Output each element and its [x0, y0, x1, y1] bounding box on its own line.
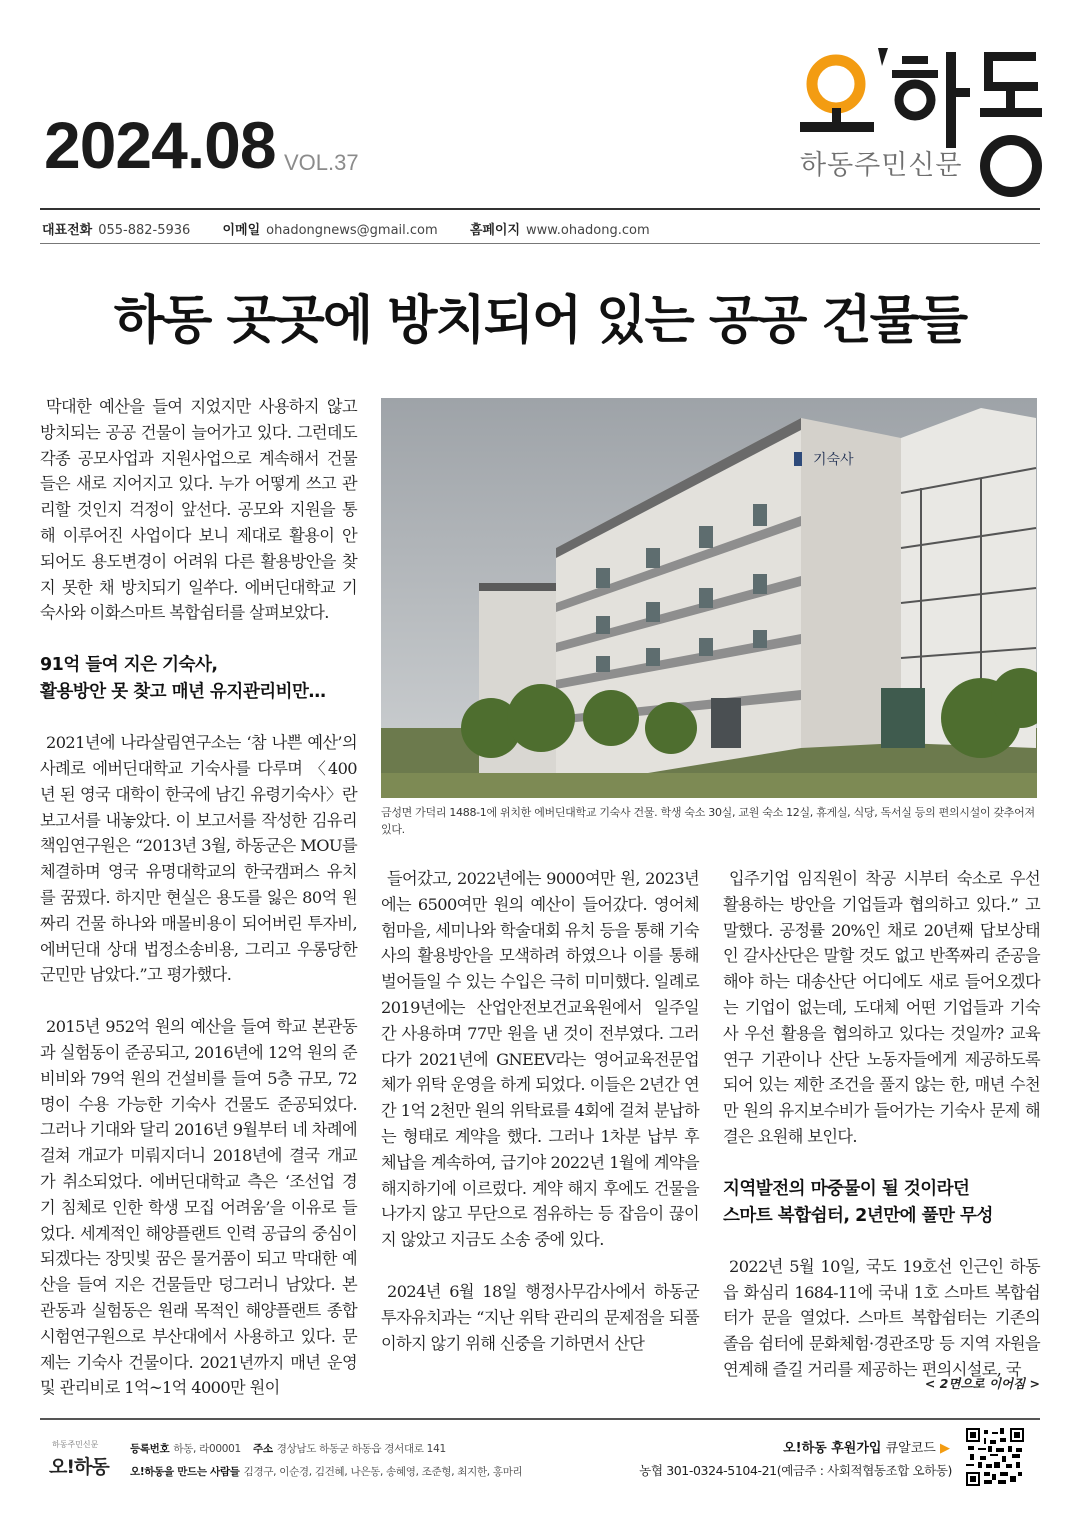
continued-notice: < 2면으로 이어짐 >	[924, 1376, 1040, 1391]
newspaper-logo	[798, 38, 1048, 208]
contact-rule	[40, 243, 1040, 244]
article-column-3	[723, 866, 1040, 1409]
article-column-1	[40, 394, 357, 1427]
registration-number: 하동, 라00001	[173, 1443, 241, 1455]
intro-paragraph: 막대한 예산을 들여 지었지만 사용하지 않고 방치되는 공공 건물이 늘어가고 있다. 그런데도 각종 공모사업과 지원사업으로 계속해서 건물들은 새로 지어지고 있다. 누가 어떻게 쓰고 관리할 것인지 걱정이 앞선다. 공모와 지원을 통해 이루어진 사업이다 보니 제대로 활용이 안 되어도 용도변경이 어려워 다른 활용방안을 찾지 못한 채 방치되기 일쑤다. 에버딘대학교 기숙사와 이화스마트 복합쉼터를 살펴보았다.	[40, 397, 357, 623]
address-label: 주소	[253, 1443, 273, 1455]
body-paragraph: 들어갔고, 2022년에는 9000여만 원, 2023년에는 6500여만 원의 예산이 들어갔다. 영어체험마을, 세미나와 학술대회 유치 등을 통해 기숙사의 활용방안을 모색하려 하였으나 이를 통해 벌어들일 수 있는 수입은 극히 미미했다. 일례로 2019년에는 산업안전보건교육원에서 일주일 간 사용하며 77만 원을 낸 것이 전부였다. 그러다가 2021년에 GNEEV라는 영어교육전문업체가 위탁 운영을 하게 되었다. 이들은 2년간 연간 1억 2천만 원의 위탁료를 4회에 걸쳐 분납하는 형태로 계약을 했다. 그러나 1차분 납부 후 체납을 계속하여, 급기야 2022년 1월에 계약을 해지하기에 이르렀다. 계약 해지 후에도 건물을 나가지 않고 무단으로 점유하는 등 잡음이 끊이지 않았고 지금도 소송 중에 있다.	[381, 869, 699, 1250]
website-url: www.ohadong.com	[526, 223, 650, 238]
web-label: 홈페이지	[469, 223, 521, 238]
subheading-line: 지역발전의 마중물이 될 것이라던	[723, 1178, 970, 1199]
footer-small-title: 하동주민신문	[52, 1440, 99, 1449]
staff-label: 오!하동을 만드는 사람들	[130, 1466, 240, 1478]
registration-label: 등록번호	[130, 1443, 170, 1455]
contact-bar	[42, 219, 678, 238]
logo-subtitle: 하동주민신문	[800, 150, 963, 181]
email-label: 이메일	[222, 223, 261, 238]
masthead-rule	[40, 208, 1040, 210]
bank-account: 농협 301-0324-5104-21(예금주 : 사회적협동조합 오하동)	[639, 1463, 952, 1478]
dormitory-photo	[381, 398, 1037, 798]
body-paragraph: 입주기업 임직원이 착공 시부터 숙소로 우선 활용하는 방안을 기업들과 협의하고 있다.” 고 말했다. 공정률 20%인 채로 20년째 답보상태인 갈사산단은 말할 것도 없고 반쪽짜리 준공을 해야 하는 대송산단 어디에도 새로 들어오겠다는 기업이 없는데, 도대체 어떤 기업들과 기숙사 우선 활용을 협의하고 있다는 것일까? 교육연구 기관이나 산단 노동자들에게 제공하도록 되어 있는 제한 조건을 풀지 않는 한, 매년 수천만 원의 유지보수비가 들어가는 기숙사 문제 해결은 요원해 보인다.	[723, 869, 1040, 1146]
body-paragraph: 2024년 6월 18일 행정사무감사에서 하동군 투자유치과는 “지난 위탁 관리의 문제점을 되풀이하지 않기 위해 신중을 기하면서 산단	[381, 1281, 699, 1353]
subheading-dormitory	[40, 652, 357, 706]
phone-label: 대표전화	[42, 223, 93, 238]
footer-logo: 오!하동	[49, 1456, 109, 1478]
subheading-line: 스마트 복합쉼터, 2년만에 풀만 무성	[723, 1205, 993, 1226]
building-sign: 기숙사	[813, 452, 854, 468]
article-column-2	[381, 866, 699, 1382]
qr-code-icon[interactable]	[966, 1428, 1024, 1486]
headline: 하동 곳곳에 방치되어 있는 공공 건물들	[113, 291, 967, 351]
sponsor-line	[650, 1437, 950, 1456]
footer-rule	[40, 1418, 1040, 1420]
body-paragraph: 2021년에 나라살림연구소는 ‘참 나쁜 예산’의 사례로 에버딘대학교 기숙사를 다루며 〈400년 된 영국 대학이 한국에 남긴 유령기숙사〉란 보고서를 내놓았다. 이 보고서를 작성한 김유리 책임연구원은 “2013년 3월, 하동군은 MOU를 체결하며 영국 유명대학교의 한국캠퍼스 유치를 꿈꿨다. 하지만 현실은 용도를 잃은 80억 원짜리 건물 하나와 매몰비용이 되어버린 투자비, 에버딘대 상대 법정소송비용, 그리고 우롱당한 군민만 남았다.”고 평가했다.	[40, 733, 357, 985]
qr-text: 큐알코드	[885, 1441, 936, 1456]
issue-date: 2024.08	[44, 108, 276, 182]
phone-number: 055-882-5936	[98, 223, 191, 238]
subheading-line: 91억 들여 지은 기숙사,	[40, 655, 218, 676]
staff-names: 김경구, 이순경, 김건혜, 나은동, 송혜영, 조준형, 최지한, 홍마리	[243, 1466, 523, 1478]
play-arrow-icon: ▶	[940, 1441, 950, 1456]
photo-caption: 금성면 가덕리 1488-1에 위치한 에버딘대학교 기숙사 건물. 학생 숙소 30실, 교원 숙소 12실, 휴게실, 식당, 독서실 등의 편의시설이 갖추어져 있다.	[381, 806, 1035, 836]
email-address: ohadongnews@gmail.com	[266, 223, 438, 238]
sponsor-label: 오!하동 후원가입	[783, 1441, 882, 1456]
footer-registration	[130, 1441, 446, 1456]
address-text: 경상남도 하동군 하동읍 경서대로 141	[276, 1443, 446, 1455]
body-paragraph: 2015년 952억 원의 예산을 들여 학교 본관동과 실험동이 준공되고, 2016년에 12억 원의 준비비와 79억 원의 건설비를 들여 5층 규모, 72명이 수용 가능한 기숙사 건물도 준공되었다. 그러나 기대와 달리 2016년 9월부터 네 차례에 걸쳐 개교가 미뤄지더니 2018년에 결국 개교가 취소되었다. 에버딘대학교 측은 ‘조선업 경기 침체로 인한 학생 모집 어려움’을 이유로 들었다. 세계적인 해양플랜트 인력 공급의 중심이 되겠다는 장밋빛 꿈은 물거품이 되고 막대한 예산을 들여 지은 건물들만 덩그러니 남았다. 본관동과 실험동은 원래 목적인 해양플랜트 종합시험연구원으로 부산대에서 사용하고 있다. 문제는 기숙사 건물이다. 2021년까지 매년 운영 및 관리비로 1억~1억 4000만 원이	[40, 1017, 357, 1398]
subheading-smart-rest-area	[723, 1176, 1040, 1230]
footer-staff	[130, 1464, 522, 1479]
body-paragraph: 2022년 5월 10일, 국도 19호선 인근인 하동읍 화심리 1684-11에 국내 1호 스마트 복합쉼터가 문을 열었다. 스마트 복합쉼터는 기존의 졸음 쉼터에 문화체험·경관조망 등 지역 자원을 연계해 즐길 거리를 제공하는 편의시설로, 국	[723, 1256, 1040, 1379]
volume-number: VOL.37	[284, 150, 359, 175]
subheading-line: 활용방안 못 찾고 매년 유지관리비만…	[40, 682, 326, 703]
